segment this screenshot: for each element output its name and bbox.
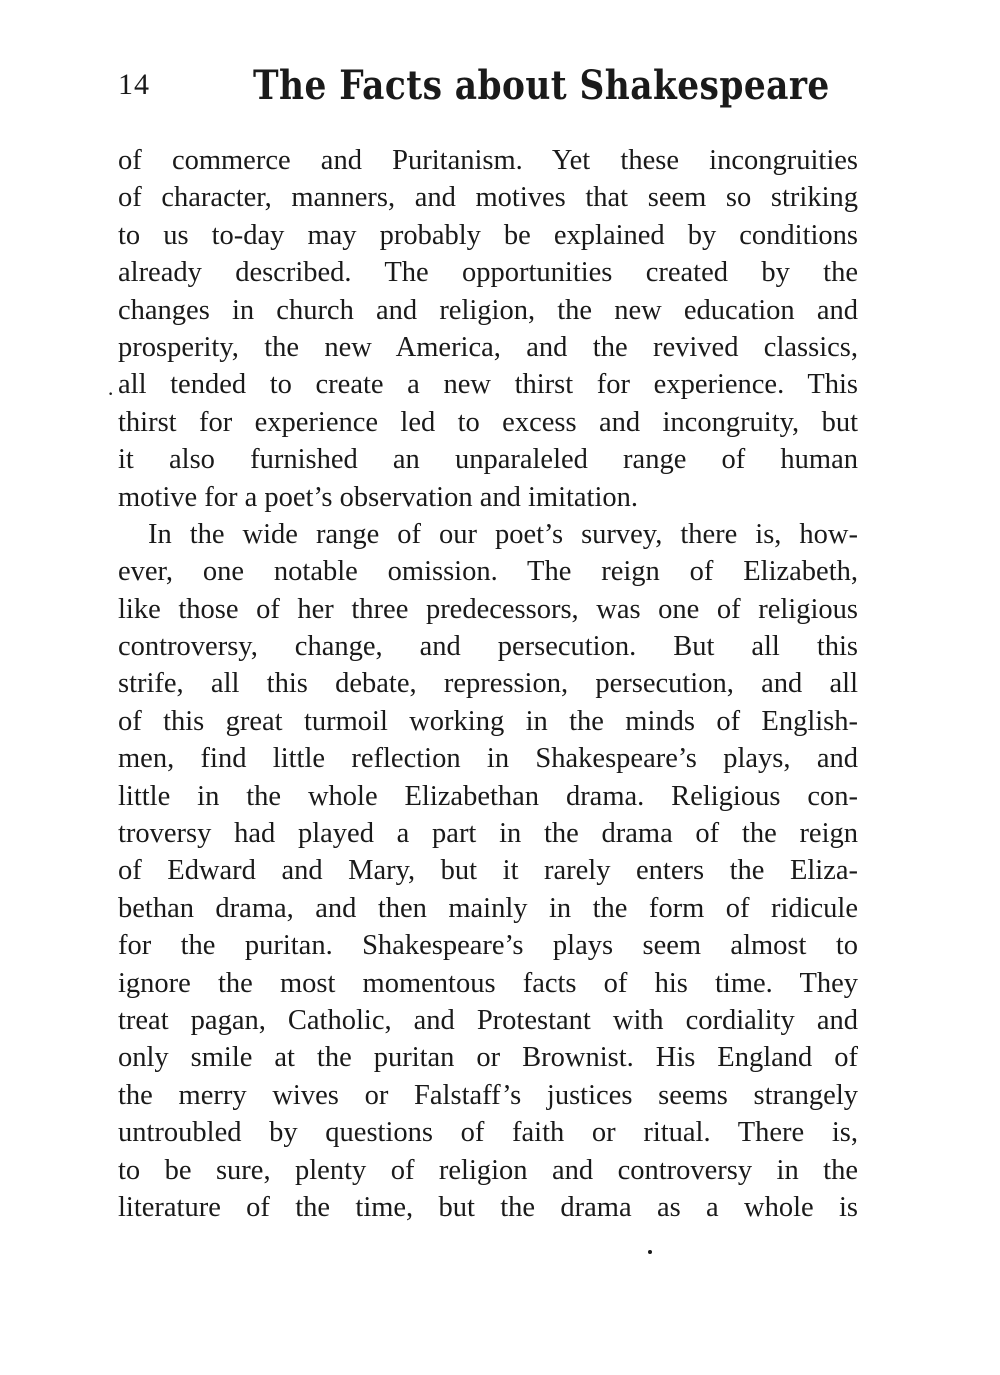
text-line: prosperity, the new America, and the revived classics, [118, 331, 858, 363]
text-line: troversy had played a part in the drama of the reign [118, 818, 858, 850]
text-line: treat pagan, Catholic, and Protestant with cordiality and [118, 1004, 858, 1036]
text-line: ever, one notable omission. The reign of Elizabeth, [118, 556, 858, 588]
text-line: all tended to create a new thirst for experience. This [118, 369, 858, 401]
text-line: to be sure, plenty of religion and controversy in the [118, 1154, 858, 1186]
margin-mark: · [107, 381, 115, 406]
text-line: changes in church and religion, the new education and [118, 294, 858, 326]
page-number: 14 [118, 68, 150, 101]
running-title: The Facts about Shakespeare [253, 62, 830, 109]
text-line: for the puritan. Shakespeare’s plays seem almost to [118, 930, 858, 962]
text-line: it also furnished an unparaleled range of human [118, 444, 858, 476]
text-line: motive for a poet’s observation and imitation. [118, 481, 639, 513]
text-line: the merry wives or Falstaff’s justices seems strangely [118, 1079, 858, 1111]
text-line: to us to-day may probably be explained by conditions [118, 219, 858, 251]
text-line: already described. The opportunities created by the [118, 257, 858, 289]
text-line: In the wide range of our poet’s survey, there is, how- [148, 518, 858, 550]
text-line: bethan drama, and then mainly in the form of ridicule [118, 892, 858, 924]
text-line: of Edward and Mary, but it rarely enters the Eliza- [118, 855, 858, 887]
text-line: of character, manners, and motives that seem so striking [118, 182, 858, 214]
text-line: literature of the time, but the drama as a whole is [118, 1191, 858, 1223]
paragraph-2 [118, 516, 858, 1226]
text-line: of commerce and Puritanism. Yet these incongruities [118, 145, 858, 176]
text-line: strife, all this debate, repression, persecution, and all [118, 668, 858, 700]
text-line: ignore the most momentous facts of his time. They [118, 967, 858, 999]
text-line: thirst for experience led to excess and incongruity, but [118, 406, 858, 438]
text-line: controversy, change, and persecution. But all this [118, 631, 858, 663]
page-header [118, 62, 858, 112]
text-line: men, find little reflection in Shakespeare’s plays, and [118, 743, 858, 775]
body-text [118, 142, 858, 1226]
text-line: only smile at the puritan or Brownist. His England of [118, 1042, 858, 1074]
text-line: like those of her three predecessors, was one of religious [118, 593, 858, 625]
print-speck [648, 1250, 652, 1254]
paragraph-1 [118, 142, 858, 516]
text-line: of this great turmoil working in the minds of English- [118, 705, 858, 737]
text-line: untroubled by questions of faith or ritual. There is, [118, 1117, 858, 1149]
text-line: little in the whole Elizabethan drama. Religious con- [118, 780, 858, 812]
